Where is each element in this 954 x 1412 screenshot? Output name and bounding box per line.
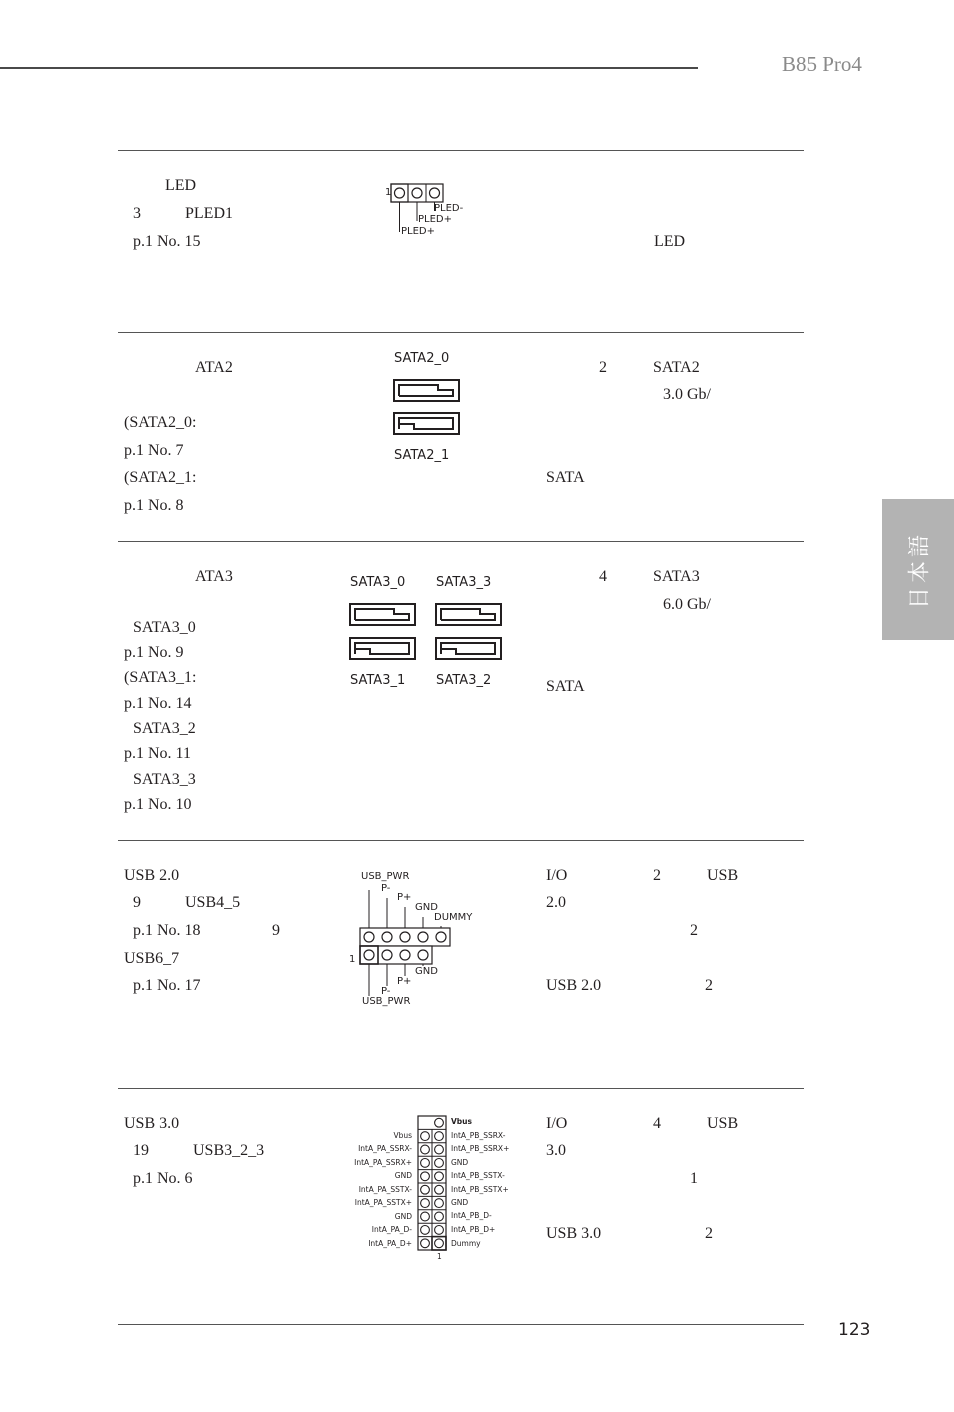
sata3-text: 4 [599, 568, 607, 585]
pled-plus-label: PLED+ [418, 214, 452, 225]
usb2-text: p.1 No. 18 [133, 922, 201, 939]
pin-label: IntA_PB_SSTX+ [451, 1185, 509, 1194]
sata2-text: (SATA2_1: [124, 469, 197, 486]
language-side-tab [882, 499, 954, 640]
sata3-1-label: SATA3_1 [350, 673, 406, 688]
usb2-text: p.1 No. 17 [133, 977, 201, 994]
pin-label: IntA_PA_SSTX- [358, 1185, 412, 1194]
led-text: PLED1 [185, 205, 233, 222]
usb2-text: 2 [705, 977, 713, 994]
led-text: LED [654, 233, 686, 250]
language-label: 日本語 [907, 530, 933, 609]
led-text: p.1 No. 15 [133, 233, 201, 250]
sata3-1-connector [349, 637, 417, 661]
sata3-2-connector [435, 637, 503, 661]
usb2-text: 9 [272, 922, 280, 939]
header-rule [0, 67, 698, 69]
sata3-text: SATA3_0 [133, 619, 196, 636]
pin-label: GND [394, 1212, 412, 1221]
pin-label: IntA_PB_SSRX+ [451, 1144, 510, 1153]
sata2-text: SATA [546, 469, 585, 486]
usb3-pins [416, 1114, 448, 1254]
model-name: B85 Pro4 [782, 52, 862, 76]
usb2-text: 2 [690, 922, 698, 939]
usb2-text: I/O [546, 867, 568, 884]
pled-plus-label: PLED+ [401, 226, 435, 237]
sata3-text: (SATA3_1: [124, 669, 197, 686]
sata2-1-label: SATA2_1 [394, 448, 450, 463]
pin-label: P+ [397, 892, 412, 903]
usb3-text: USB 3.0 [546, 1225, 602, 1242]
usb3-text: USB 3.0 [124, 1115, 180, 1132]
section-rule [118, 840, 804, 841]
pin-label: Vbus [451, 1117, 472, 1126]
sata3-text: SATA3_2 [133, 720, 196, 737]
pin-label: P- [381, 883, 391, 894]
sata3-text: p.1 No. 10 [124, 796, 192, 813]
sata2-text: 2 [599, 359, 607, 376]
pin-label: DUMMY [434, 912, 473, 923]
pin-label: GND [394, 1171, 412, 1180]
usb2-text: USB6_7 [124, 950, 180, 967]
usb3-text: I/O [546, 1115, 568, 1132]
pin-label: IntA_PA_SSRX- [358, 1144, 412, 1153]
sata2-text: (SATA2_0: [124, 414, 197, 431]
pin-label: GND [451, 1198, 469, 1207]
sata3-0-connector [349, 603, 417, 627]
led-text: 3 [133, 205, 141, 222]
pin1-label: 1 [437, 1252, 442, 1261]
usb2-text: 2.0 [546, 894, 566, 911]
sata2-text: ATA2 [195, 359, 233, 376]
pled-minus-label: PLED- [434, 203, 464, 214]
usb3-text: USB [707, 1115, 739, 1132]
sata3-3-label: SATA3_3 [436, 575, 492, 590]
sata2-text: p.1 No. 7 [124, 442, 184, 459]
sata3-text: p.1 No. 9 [124, 644, 184, 661]
usb3-text: 19 [133, 1142, 149, 1159]
sata2-0-label: SATA2_0 [394, 351, 450, 366]
sata3-text: SATA [546, 678, 585, 695]
pin-label: IntA_PB_D+ [451, 1225, 496, 1234]
pin-label: IntA_PA_D- [371, 1225, 412, 1234]
pin-label: P- [381, 986, 391, 997]
section-rule [118, 332, 804, 333]
pin1-label: 1 [349, 954, 356, 965]
sata3-text: SATA3 [653, 568, 700, 585]
page-number: 123 [838, 1320, 871, 1340]
pin-label: GND [415, 902, 438, 913]
usb3-text: 1 [690, 1170, 698, 1187]
pin-label: GND [415, 966, 438, 977]
usb2-text: USB 2.0 [546, 977, 602, 994]
pin1-label: 1 [385, 187, 392, 198]
sata2-text: SATA2 [653, 359, 700, 376]
sata3-text: p.1 No. 11 [124, 745, 191, 762]
sata3-3-connector [435, 603, 503, 627]
sata3-text: SATA3_3 [133, 771, 196, 788]
sata2-text: p.1 No. 8 [124, 497, 184, 514]
section-rule [118, 150, 804, 151]
usb2-text: 2 [653, 867, 661, 884]
usb2-text: USB 2.0 [124, 867, 180, 884]
usb3-text: 2 [705, 1225, 713, 1242]
sata3-0-label: SATA3_0 [350, 575, 406, 590]
pin-label: IntA_PA_D+ [368, 1239, 412, 1248]
pin-label: USB_PWR [362, 996, 411, 1007]
pin-label: USB_PWR [361, 871, 410, 882]
section-rule [118, 1324, 804, 1325]
usb3-text: 4 [653, 1115, 661, 1132]
sata2-1-connector [393, 412, 461, 436]
sata3-text: p.1 No. 14 [124, 695, 192, 712]
pin-label: IntA_PB_SSTX- [451, 1171, 505, 1180]
section-rule [118, 1088, 804, 1089]
pin-label: Dummy [451, 1239, 481, 1248]
pin-label: GND [451, 1158, 469, 1167]
pin-label: P+ [397, 976, 412, 987]
pin-label: IntA_PA_SSRX+ [354, 1158, 412, 1167]
sata2-0-connector [393, 379, 461, 403]
usb3-text: 3.0 [546, 1142, 566, 1159]
usb3-text: p.1 No. 6 [133, 1170, 193, 1187]
pin-label: IntA_PB_D- [451, 1211, 492, 1220]
pin-label: IntA_PA_SSTX+ [354, 1198, 412, 1207]
sata3-text: ATA3 [195, 568, 233, 585]
sata3-2-label: SATA3_2 [436, 673, 492, 688]
sata3-text: 6.0 Gb/ [663, 596, 711, 613]
led-text: LED [165, 177, 197, 194]
pin-label: Vbus [393, 1131, 412, 1140]
section-rule [118, 541, 804, 542]
usb2-text: USB [707, 867, 739, 884]
usb2-text: 9 [133, 894, 141, 911]
usb3-text: USB3_2_3 [193, 1142, 265, 1159]
usb2-text: USB4_5 [185, 894, 241, 911]
sata2-text: 3.0 Gb/ [663, 386, 711, 403]
pin-label: IntA_PB_SSRX- [451, 1131, 506, 1140]
